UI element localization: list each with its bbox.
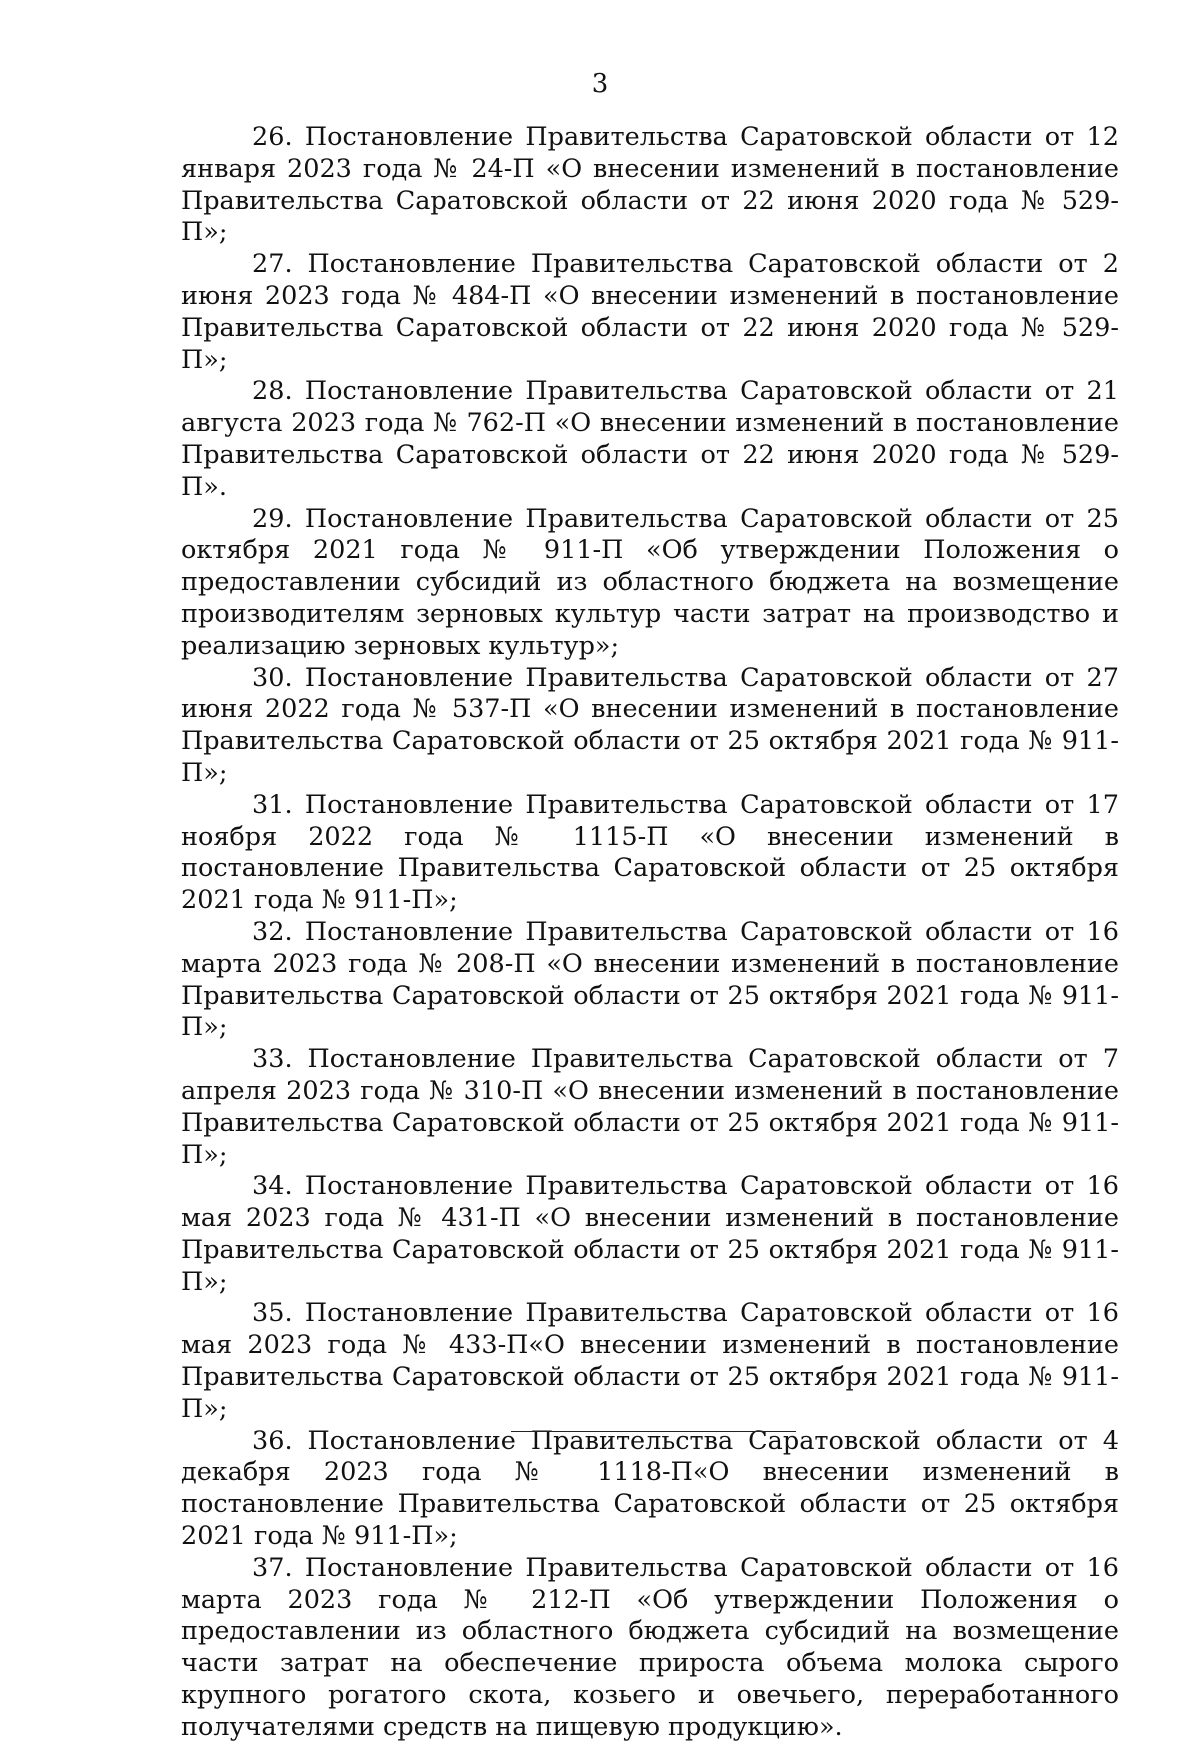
list-item: 36. Постановление Правительства Саратовской области от 4 декабря 2023 года № 1118-П«О внесении изменений в постановление Правительства Саратовской области от 25 октября 2021 года № 911-П»;	[181, 1425, 1119, 1552]
list-item: 28. Постановление Правительства Саратовской области от 21 августа 2023 года № 762-П «О внесении изменений в постановление Правительства Саратовской области от 22 июня 2020 года № 529-П».	[181, 376, 1119, 502]
list-item: 31. Постановление Правительства Саратовской области от 17 ноября 2022 года № 1115-П «О внесении изменений в постановление Правительства Саратовской области от 25 октября 2021 года № 911-П»;	[181, 789, 1119, 916]
page-number: 3	[591, 69, 609, 99]
list-item: 32. Постановление Правительства Саратовской области от 16 марта 2023 года № 208-П «О внесении изменений в постановление Правительства Саратовской области от 25 октября 2021 года № 911-П»;	[181, 916, 1119, 1043]
end-divider	[511, 1431, 796, 1432]
list-item: 34. Постановление Правительства Саратовской области от 16 мая 2023 года № 431-П «О внесении изменений в постановление Правительства Саратовской области от 25 октября 2021 года № 911-П»;	[181, 1171, 1119, 1297]
list-item: 26. Постановление Правительства Саратовской области от 12 января 2023 года № 24-П «О внесении изменений в постановление Правительства Саратовской области от 22 июня 2020 года № 529-П»;	[181, 122, 1119, 248]
list-item: 29. Постановление Правительства Саратовской области от 25 октября 2021 года № 911-П «Об утверждении Положения о предоставлении субсидий из областного бюджета на возмещение производителям зерновых культур части затрат на производство и реализацию зерновых культур»;	[181, 503, 1119, 661]
list-item: 33. Постановление Правительства Саратовской области от 7 апреля 2023 года № 310-П «О внесении изменений в постановление Правительства Саратовской области от 25 октября 2021 года № 911-П»;	[181, 1044, 1119, 1170]
document-body	[181, 122, 1119, 1744]
list-item: 30. Постановление Правительства Саратовской области от 27 июня 2022 года № 537-П «О внесении изменений в постановление Правительства Саратовской области от 25 октября 2021 года № 911-П»;	[181, 662, 1119, 788]
list-item: 35. Постановление Правительства Саратовской области от 16 мая 2023 года № 433-П«О внесении изменений в постановление Правительства Саратовской области от 25 октября 2021 года № 911-П»;	[181, 1298, 1119, 1424]
list-item: 37. Постановление Правительства Саратовской области от 16 марта 2023 года № 212-П «Об утверждении Положения о предоставлении из областного бюджета субсидий на возмещение части затрат на обеспечение прироста объема молока сырого крупного рогатого скота, козьего и овечьего, переработанного получателями средств на пищевую продукцию».	[181, 1552, 1119, 1742]
list-item: 27. Постановление Правительства Саратовской области от 2 июня 2023 года № 484-П «О внесении изменений в постановление Правительства Саратовской области от 22 июня 2020 года № 529-П»;	[181, 249, 1119, 375]
